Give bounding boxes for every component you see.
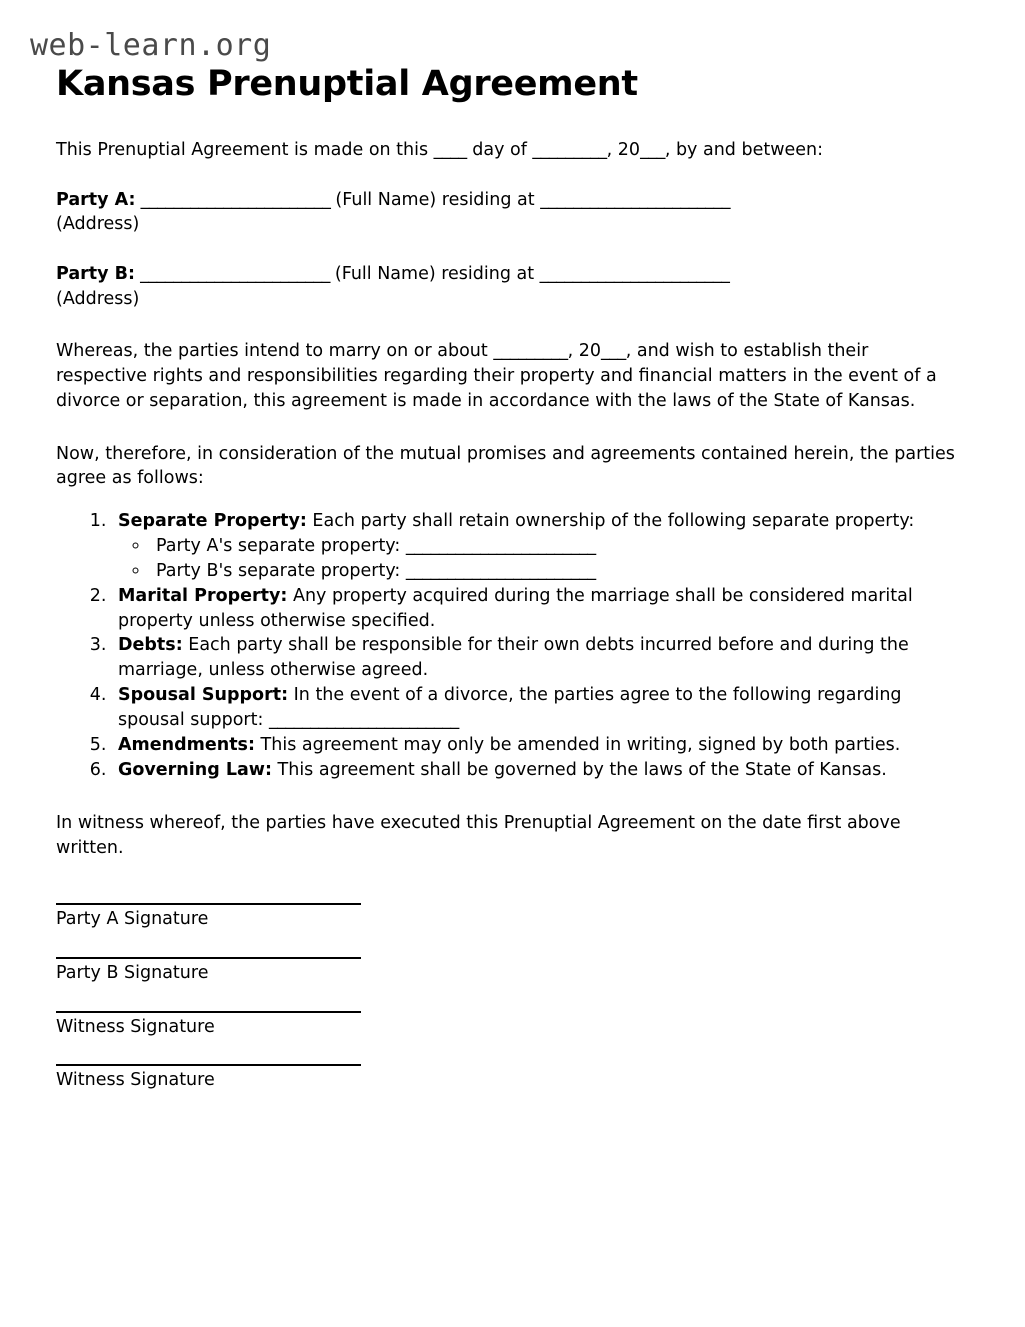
- signature-label-witness-1: Witness Signature: [56, 1016, 215, 1037]
- signature-block: [56, 903, 955, 1092]
- signature-line-witness-1[interactable]: [56, 1011, 361, 1013]
- party-b-name-blank: _______________________: [135, 264, 335, 285]
- party-b-mid: (Full Name) residing at: [334, 264, 540, 285]
- term-item-6: [112, 758, 955, 783]
- whereas-paragraph: [56, 339, 955, 414]
- intro-prefix: This Prenuptial Agreement is made on this: [56, 139, 434, 160]
- signature-line-party-a[interactable]: [56, 903, 361, 905]
- signature-group-witness-2: [56, 1064, 955, 1092]
- page-title: Kansas Prenuptial Agreement: [56, 63, 638, 104]
- term-3-heading: Debts:: [118, 635, 183, 656]
- intro-mid1: day of: [466, 139, 533, 160]
- term-item-4: [112, 683, 955, 733]
- term-4-blank: _______________________: [268, 709, 459, 730]
- signature-group-witness-1: [56, 1011, 955, 1039]
- term-item-2: [112, 584, 955, 634]
- term-3-text: Each party shall be responsible for their own debts incurred before and during the marriage, unless otherwise agreed.: [118, 635, 909, 681]
- whereas-suffix: , and wish to establish their respective rights and responsibilities regarding their property and financial matters in the event of a divorce or separation, this agreement is made in accordance with the laws of the State of Kansas.: [56, 340, 937, 411]
- signature-group-party-a: [56, 903, 955, 931]
- term-1-text: Each party shall retain ownership of the following separate property:: [306, 511, 915, 532]
- intro-year-blank: ___: [640, 139, 665, 160]
- party-b-label: Party B:: [56, 264, 135, 285]
- whereas-prefix: Whereas, the parties intend to marry on or about: [56, 340, 494, 361]
- now-therefore-paragraph: Now, therefore, in consideration of the mutual promises and agreements contained herein, the parties agree as follows:: [56, 443, 955, 489]
- term-4-text: In the event of a divorce, the parties agree to the following regarding spousal support:: [118, 685, 902, 730]
- whereas-year-blank: ___: [600, 340, 626, 361]
- term-6-text: This agreement shall be governed by the laws of the State of Kansas.: [271, 759, 887, 780]
- signature-line-party-b[interactable]: [56, 957, 361, 959]
- term-1-subitem-a-text: Party A's separate property:: [156, 536, 406, 557]
- terms-list: [56, 509, 955, 782]
- term-1-subitem-b-text: Party B's separate property:: [156, 560, 406, 581]
- intro-suffix: , by and between:: [664, 139, 824, 160]
- term-6-heading: Governing Law:: [118, 759, 272, 780]
- party-a-label: Party A:: [56, 189, 136, 210]
- whereas-mid: , 20: [567, 340, 601, 361]
- signature-label-party-b: Party B Signature: [56, 962, 209, 983]
- signature-label-party-a: Party A Signature: [56, 909, 209, 930]
- intro-day-blank: ____: [433, 139, 467, 160]
- term-2-text: Any property acquired during the marriage shall be considered marital property unless otherwise specified.: [118, 585, 913, 631]
- signature-group-party-b: [56, 957, 955, 985]
- term-5-text: This agreement may only be amended in writing, signed by both parties.: [254, 734, 901, 755]
- term-1-subitem-party-a: [150, 534, 955, 559]
- term-5-heading: Amendments:: [118, 734, 255, 755]
- party-b-address-note: (Address): [56, 289, 140, 310]
- party-a-mid: (Full Name) residing at: [335, 189, 541, 210]
- term-item-5: [112, 733, 955, 758]
- witness-clause-paragraph: In witness whereof, the parties have executed this Prenuptial Agreement on the date first above written.: [56, 813, 901, 859]
- term-2-heading: Marital Property:: [118, 585, 288, 606]
- term-4-heading: Spousal Support:: [118, 685, 289, 706]
- term-1-subitems: [118, 534, 955, 584]
- party-a-address-note: (Address): [56, 214, 140, 235]
- intro-month-blank: _________: [532, 139, 607, 160]
- site-watermark: web-learn.org: [30, 28, 272, 63]
- intro-mid2: , 20: [606, 139, 641, 160]
- term-1-subitem-b-blank: _______________________: [405, 560, 596, 581]
- party-b-paragraph: [56, 262, 955, 312]
- party-a-paragraph: [56, 188, 955, 238]
- whereas-date-blank: _________: [493, 340, 568, 361]
- party-b-address-blank: _______________________: [539, 264, 730, 285]
- party-a-address-blank: _______________________: [540, 189, 730, 210]
- term-1-heading: Separate Property:: [118, 511, 307, 532]
- term-item-1: [112, 509, 955, 584]
- term-1-subitem-a-blank: _______________________: [405, 536, 596, 557]
- intro-paragraph: [56, 138, 955, 163]
- party-a-name-blank: _______________________: [135, 189, 336, 210]
- document-body: [0, 138, 1025, 1092]
- signature-label-witness-2: Witness Signature: [56, 1070, 215, 1091]
- term-1-subitem-party-b: [150, 559, 955, 584]
- signature-line-witness-2[interactable]: [56, 1064, 361, 1066]
- term-item-3: [112, 633, 955, 683]
